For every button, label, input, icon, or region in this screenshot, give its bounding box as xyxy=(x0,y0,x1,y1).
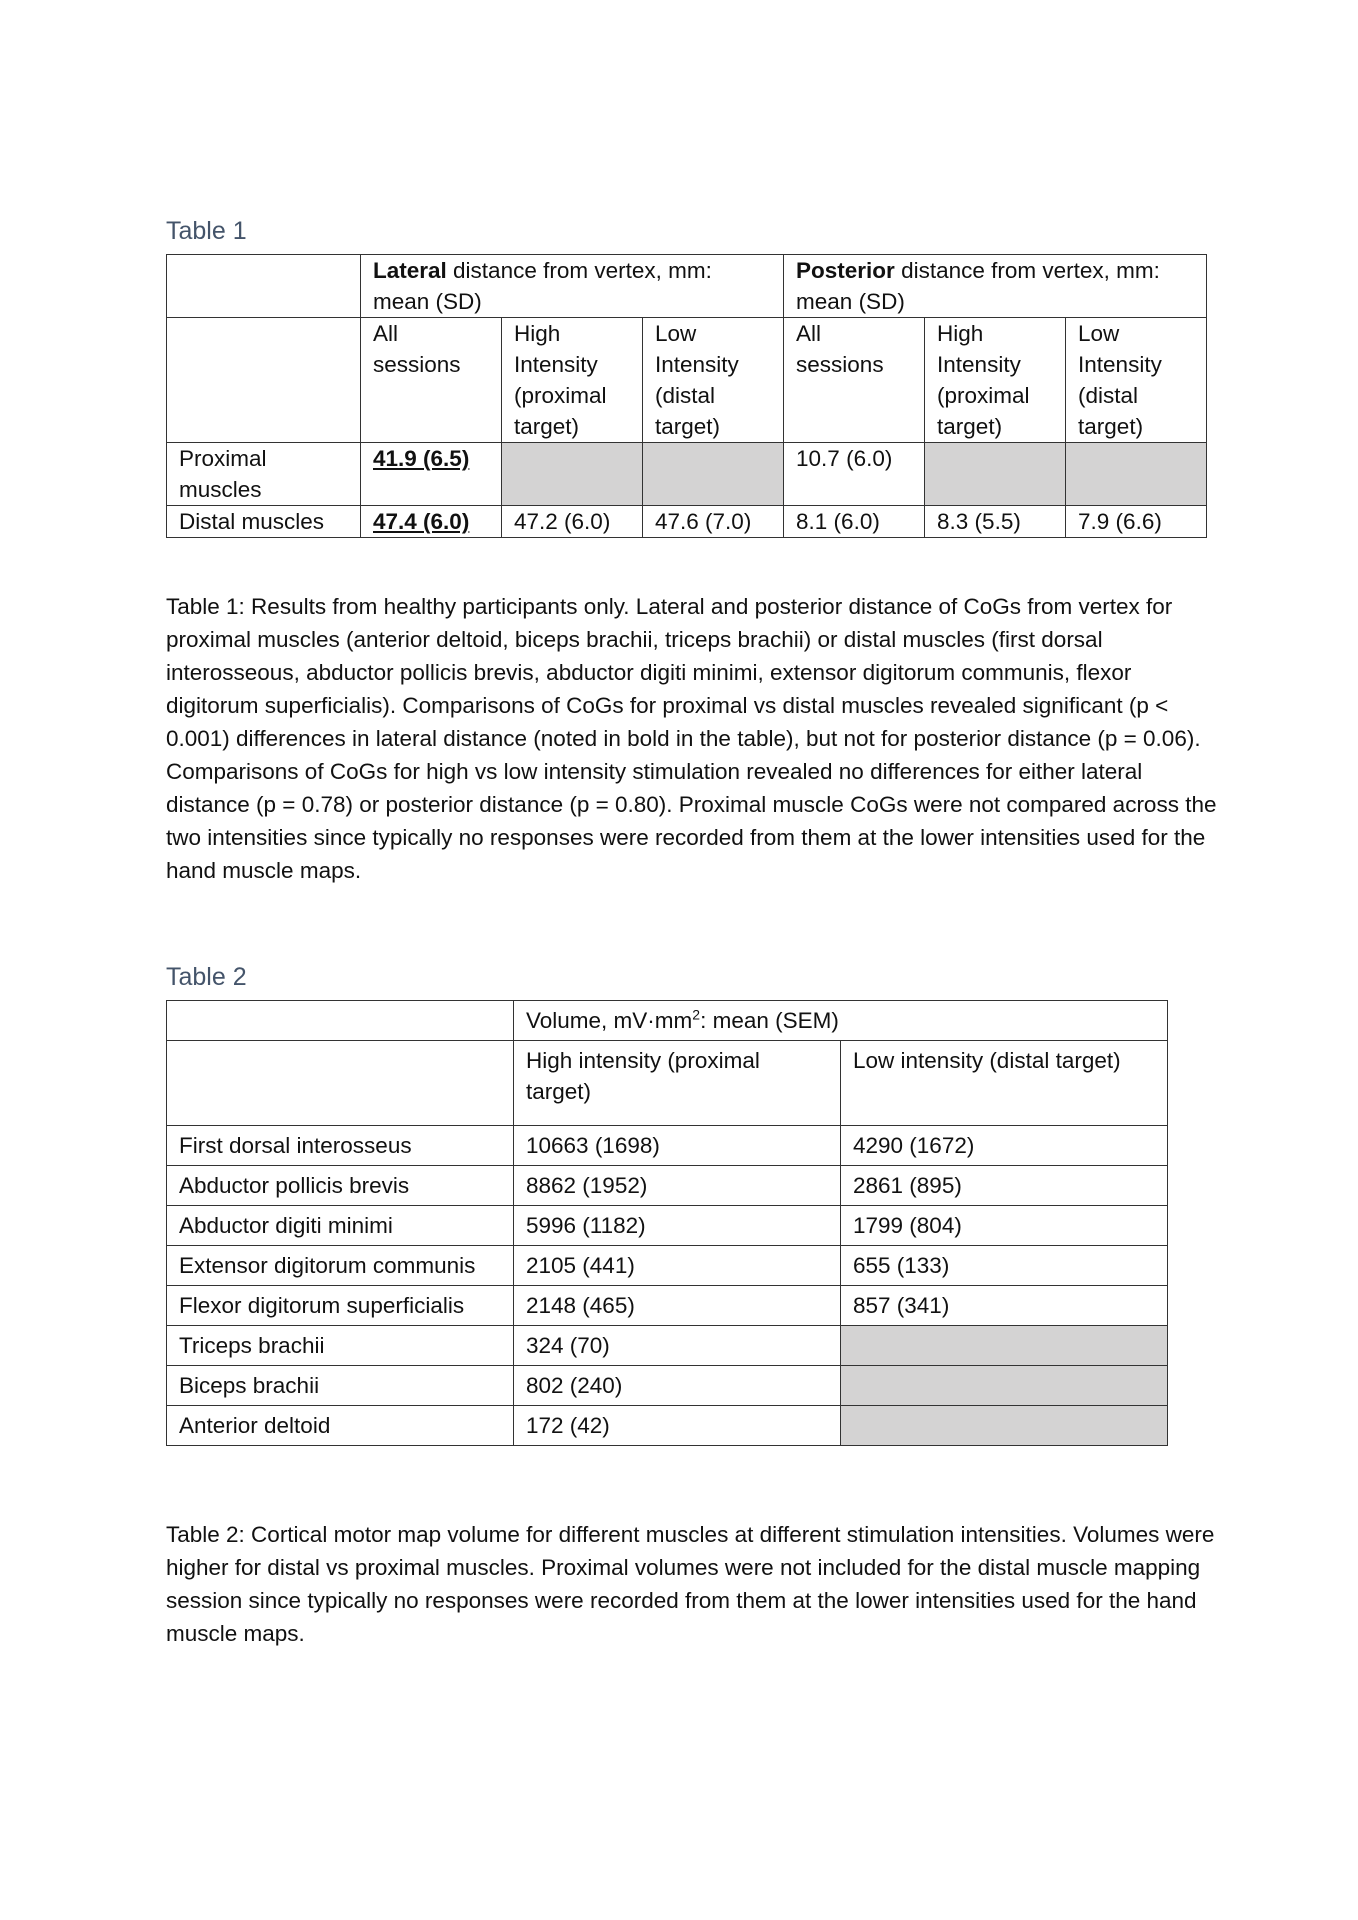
table2-subheader-row xyxy=(167,1041,1168,1126)
data-cell: 47.6 (7.0) xyxy=(643,506,784,538)
row-label: Proximal muscles xyxy=(167,443,361,506)
table-row xyxy=(167,1206,1168,1246)
data-cell: 2105 (441) xyxy=(514,1246,841,1286)
table1 xyxy=(166,254,1207,538)
shaded-cell xyxy=(841,1406,1168,1446)
subheader-cell: High Intensity (proximal target) xyxy=(502,318,643,443)
table-row xyxy=(167,1166,1168,1206)
data-cell: 1799 (804) xyxy=(841,1206,1168,1246)
data-cell: 7.9 (6.6) xyxy=(1066,506,1207,538)
data-cell: 8862 (1952) xyxy=(514,1166,841,1206)
table-row xyxy=(167,1366,1168,1406)
table-row xyxy=(167,1286,1168,1326)
data-cell: 10.7 (6.0) xyxy=(784,443,925,506)
data-cell: 10663 (1698) xyxy=(514,1126,841,1166)
row-label: Distal muscles xyxy=(167,506,361,538)
data-cell: 8.3 (5.5) xyxy=(925,506,1066,538)
table2-corner-cell xyxy=(167,1001,514,1041)
volume-header-suffix: : mean (SEM) xyxy=(700,1008,839,1033)
posterior-header xyxy=(784,255,1207,318)
row-label: Flexor digitorum superficialis xyxy=(167,1286,514,1326)
data-cell: 2861 (895) xyxy=(841,1166,1168,1206)
subheader-cell: Low Intensity (distal target) xyxy=(643,318,784,443)
shaded-cell xyxy=(841,1366,1168,1406)
table2 xyxy=(166,1000,1168,1446)
shaded-cell xyxy=(841,1326,1168,1366)
shaded-cell xyxy=(502,443,643,506)
table1-note: Table 1: Results from healthy participants only. Lateral and posterior distance of CoGs from vertex for proximal muscles (anterior deltoid, biceps brachii, triceps brachii) or distal muscles (first dorsal interosseous, abductor pollicis brevis, abductor digiti minimi, extensor digitorum communis, flexor digitorum superficialis). Comparisons of CoGs for proximal vs distal muscles revealed significant (p < 0.001) differences in lateral distance (noted in bold in the table), but not for posterior distance (p = 0.06). Comparisons of CoGs for high vs low intensity stimulation revealed no differences for either lateral distance (p = 0.78) or posterior distance (p = 0.80). Proximal muscle CoGs were not compared across the two intensities since typically no responses were recorded from them at the lower intensities used for the hand muscle maps. xyxy=(166,594,1217,883)
data-cell: 47.2 (6.0) xyxy=(502,506,643,538)
table-row xyxy=(167,1406,1168,1446)
subheader-cell: Low Intensity (distal target) xyxy=(1066,318,1207,443)
table1-subheader-row xyxy=(167,318,1207,443)
table1-header-row xyxy=(167,255,1207,318)
volume-header-prefix: Volume, mV·mm xyxy=(526,1008,693,1033)
lateral-header-rest: distance from vertex, mm: mean (SD) xyxy=(373,258,712,314)
data-cell: 655 (133) xyxy=(841,1246,1168,1286)
data-value-bold: 41.9 (6.5) xyxy=(373,446,470,471)
lateral-header xyxy=(361,255,784,318)
data-cell: 4290 (1672) xyxy=(841,1126,1168,1166)
shaded-cell xyxy=(1066,443,1207,506)
table2-note: Table 2: Cortical motor map volume for different muscles at different stimulation intensities. Volumes were higher for distal vs proximal muscles. Proximal volumes were not included for the distal muscle mapping session since typically no responses were recorded from them at the lower intensities used for the hand muscle maps. xyxy=(166,1522,1215,1646)
data-cell xyxy=(361,506,502,538)
row-label: Extensor digitorum communis xyxy=(167,1246,514,1286)
col-header-high: High intensity (proximal target) xyxy=(514,1041,841,1126)
table1-subheader-corner xyxy=(167,318,361,443)
table-row xyxy=(167,1126,1168,1166)
row-label: Abductor pollicis brevis xyxy=(167,1166,514,1206)
posterior-header-rest: distance from vertex, mm: mean (SD) xyxy=(796,258,1160,314)
data-value-bold: 47.4 (6.0) xyxy=(373,509,470,534)
data-cell: 324 (70) xyxy=(514,1326,841,1366)
data-cell xyxy=(361,443,502,506)
data-cell: 8.1 (6.0) xyxy=(784,506,925,538)
shaded-cell xyxy=(643,443,784,506)
subheader-cell: High Intensity (proximal target) xyxy=(925,318,1066,443)
data-cell: 857 (341) xyxy=(841,1286,1168,1326)
data-cell: 802 (240) xyxy=(514,1366,841,1406)
col-header-low: Low intensity (distal target) xyxy=(841,1041,1168,1126)
data-cell: 2148 (465) xyxy=(514,1286,841,1326)
volume-header xyxy=(514,1001,1168,1041)
table2-header-row xyxy=(167,1001,1168,1041)
table-row xyxy=(167,506,1207,538)
table1-corner-cell xyxy=(167,255,361,318)
posterior-header-bold: Posterior xyxy=(796,258,895,283)
row-label: Anterior deltoid xyxy=(167,1406,514,1446)
subheader-cell: All sessions xyxy=(784,318,925,443)
row-label: Triceps brachii xyxy=(167,1326,514,1366)
row-label: Biceps brachii xyxy=(167,1366,514,1406)
data-cell: 172 (42) xyxy=(514,1406,841,1446)
subheader-cell: All sessions xyxy=(361,318,502,443)
table-row xyxy=(167,1246,1168,1286)
table2-caption: Table 2 xyxy=(166,963,247,991)
table2-subheader-corner xyxy=(167,1041,514,1126)
shaded-cell xyxy=(925,443,1066,506)
row-label: First dorsal interosseus xyxy=(167,1126,514,1166)
lateral-header-bold: Lateral xyxy=(373,258,447,283)
volume-header-sup: 2 xyxy=(692,1006,701,1023)
row-label: Abductor digiti minimi xyxy=(167,1206,514,1246)
table1-caption: Table 1 xyxy=(166,217,247,245)
table-row xyxy=(167,1326,1168,1366)
data-cell: 5996 (1182) xyxy=(514,1206,841,1246)
table-row xyxy=(167,443,1207,506)
